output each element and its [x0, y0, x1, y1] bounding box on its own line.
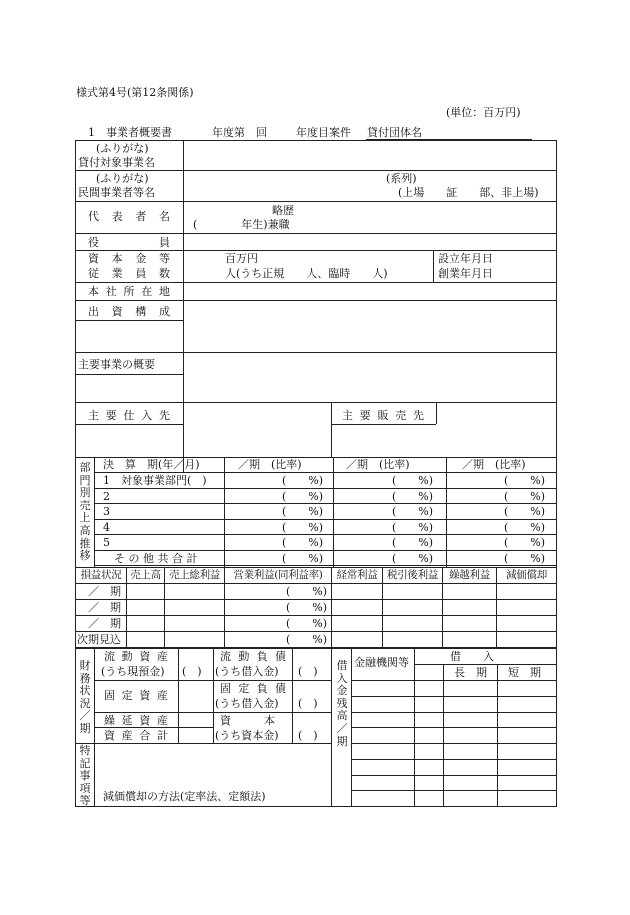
rule: [436, 402, 437, 424]
main-business-label: 主要事業の概要: [78, 358, 155, 371]
pct-placeholder: ( %): [282, 489, 324, 503]
loan-row-line: [351, 727, 557, 728]
private-operator-label: 民間事業者等名: [78, 186, 155, 199]
rule: [75, 170, 557, 171]
col-header-3: ／期 (比率): [462, 458, 526, 471]
profit-header: 繰越利益: [449, 569, 490, 581]
sales-item-label: 2: [103, 489, 110, 503]
loans-side-label: 借 入 金 残 高 ／ 期: [336, 659, 348, 748]
capital-label: 資本金等: [88, 252, 170, 265]
profit-period-label: 次期見込: [77, 633, 121, 646]
rule: [75, 233, 557, 234]
sales-item-label: 1 対象事業部門( ): [103, 474, 207, 487]
target-business-label: 貸付対象事業名: [78, 156, 155, 169]
sales-row-line: [94, 550, 557, 551]
fixed-liab-label: 固定負債: [220, 682, 286, 695]
profit-header: 減価償却: [506, 569, 547, 581]
profit-period-label: ／ 期: [88, 585, 121, 598]
rule: [178, 648, 179, 743]
rule: [446, 457, 447, 567]
rule: [75, 402, 557, 403]
pct-placeholder: ( %): [392, 520, 434, 534]
profit-period-label: ／ 期: [88, 601, 121, 614]
rule: [94, 727, 213, 728]
rule: [331, 402, 332, 457]
founded-date-label: 創業年月日: [438, 267, 493, 280]
pct-placeholder: ( %): [282, 520, 324, 534]
rule: [75, 320, 183, 321]
finance-side-label: 財 務 状 況 ／ 期: [79, 659, 91, 735]
special-side-label: 特 記 事 項 等: [79, 744, 91, 808]
loan-row-line: [351, 759, 557, 760]
rule: [331, 424, 436, 425]
sales-row-line: [94, 503, 557, 504]
sales-item-label: 4: [103, 520, 110, 534]
pct-placeholder: ( %): [282, 536, 324, 549]
current-liab-label: 流動負債: [220, 650, 286, 663]
profit-header: 売上高: [130, 569, 161, 581]
pct-placeholder: ( %): [282, 474, 324, 487]
total-assets-label: 資産合計: [104, 729, 168, 742]
pct-placeholder: ( %): [286, 617, 328, 630]
profit-row-line: [75, 583, 557, 584]
profit-header: 損益状況: [80, 569, 122, 581]
capital-sub-label: (うち資本金): [215, 729, 279, 742]
birth-concurrent-label: ( 年生)兼職: [193, 218, 290, 231]
rule: [224, 457, 225, 567]
profit-row-line: [75, 615, 557, 616]
loan-row-line: [351, 775, 557, 776]
profit-col-line: [556, 567, 557, 647]
sales-row-line: [94, 534, 557, 535]
profit-period-label: ／ 期: [88, 617, 121, 630]
investment-label: 出資構成: [88, 305, 170, 318]
sales-item-label: 3: [103, 505, 110, 518]
profit-row-line: [75, 567, 557, 568]
rule: [75, 282, 557, 283]
borrow-paren-1: ( ): [298, 665, 318, 678]
head-office-label: 本社所在地: [88, 285, 170, 298]
sales-side-label: 部 門 別 売 上 高 推 移: [79, 461, 91, 563]
rule: [75, 201, 557, 202]
fiscal-year-case: 年度目案件: [296, 126, 351, 139]
rule: [75, 648, 557, 649]
capital-unit: 百万円: [225, 252, 258, 265]
document-title: 1 事業者概要書: [88, 126, 172, 139]
sales-total-label: そ の 他 共 合 計: [114, 551, 198, 565]
keiretsu-label: (系列): [386, 172, 417, 185]
label-col-divider: [183, 140, 184, 472]
rule: [213, 680, 331, 681]
frame-left: [75, 140, 76, 807]
profit-row-line: [75, 599, 557, 600]
loan-row-line: [351, 790, 557, 791]
furigana-1: (ふりがな): [96, 142, 149, 155]
fixed-assets-label: 固定資産: [104, 689, 168, 702]
pct-placeholder: ( %): [504, 505, 546, 518]
deferred-assets-label: 繰延資産: [104, 714, 168, 727]
rule: [75, 250, 557, 251]
loan-row-line: [351, 680, 557, 681]
deposits-label: (うち現預金): [101, 665, 165, 678]
profit-row-line: [75, 631, 557, 632]
fiscal-year-round: 年度第 回: [212, 126, 267, 139]
rule: [213, 648, 214, 743]
capital-fin-label: 資 本: [220, 714, 275, 727]
profit-header: 経常利益: [336, 569, 378, 581]
pct-placeholder: ( %): [286, 601, 328, 614]
officers-label: 役 員: [88, 236, 170, 249]
pct-placeholder: ( %): [282, 505, 324, 518]
bank-label: 金融機関等: [354, 656, 409, 669]
rule: [75, 743, 331, 744]
rule: [75, 424, 183, 425]
sales-row-line: [94, 565, 557, 566]
rule: [331, 648, 332, 806]
pct-placeholder: ( %): [504, 489, 546, 503]
depreciation-method: 減価償却の方法(定率法、定額法): [103, 790, 266, 803]
customers-label: 主要販売先: [342, 409, 424, 422]
frame-top: [75, 140, 557, 141]
period-header: 決 算 期(年／月): [103, 458, 200, 471]
sales-row-line: [94, 472, 557, 473]
rule: [75, 300, 557, 301]
frame-bottom: [75, 806, 557, 807]
representative-label: 代表者名: [88, 210, 170, 223]
rule: [94, 457, 95, 567]
current-assets-label: 流動資産: [104, 650, 168, 663]
sales-row-line: [94, 519, 557, 520]
pct-placeholder: ( %): [392, 551, 434, 565]
profit-header: 売上総利益: [169, 569, 220, 581]
rule: [333, 457, 334, 567]
col-header-1: ／期 (比率): [238, 458, 302, 471]
employees-detail: 人(うち正規 人、臨時 人): [225, 267, 388, 280]
pct-placeholder: ( %): [504, 474, 546, 487]
frame-right: [556, 140, 557, 807]
rule: [414, 664, 556, 665]
borrow-paren-2: ( ): [298, 697, 318, 710]
employees-label: 従業員数: [88, 267, 170, 280]
pct-placeholder: ( %): [286, 633, 328, 646]
furigana-2: (ふりがな): [96, 172, 149, 185]
unit-label: (単位：百万円): [446, 106, 521, 119]
deposits-paren: ( ): [182, 665, 202, 678]
col-header-2: ／期 (比率): [346, 458, 410, 471]
borrow-head: 借 入: [450, 650, 494, 663]
career-label: 略歴: [272, 204, 294, 217]
loan-row-line: [351, 712, 557, 713]
rule: [433, 250, 434, 282]
borrow-label-1: (うち借入金): [215, 665, 279, 678]
pct-placeholder: ( %): [392, 505, 434, 518]
rule: [292, 648, 293, 743]
rule: [443, 664, 444, 806]
short-term-label: 短 期: [508, 666, 541, 679]
pct-placeholder: ( %): [504, 536, 546, 549]
profit-header: 営業利益(同利益率): [233, 569, 323, 581]
sales-item-label: 5: [103, 536, 110, 549]
form-number: 様式第4号(第12条関係): [76, 86, 194, 99]
long-term-label: 長 期: [454, 666, 487, 679]
loan-row-line: [351, 743, 557, 744]
rule: [75, 352, 557, 353]
loan-row-line: [351, 696, 557, 697]
pct-placeholder: ( %): [286, 585, 328, 598]
sales-row-line: [94, 488, 557, 489]
pct-placeholder: ( %): [504, 551, 546, 565]
rule: [94, 712, 331, 713]
suppliers-label: 主要仕入先: [88, 409, 170, 422]
rule: [94, 680, 213, 681]
rule: [75, 374, 183, 375]
pct-placeholder: ( %): [282, 551, 324, 565]
borrow-label-2: (うち借入金): [215, 697, 279, 710]
listing-label: (上場 証 部、非上場): [398, 186, 539, 199]
pct-placeholder: ( %): [392, 474, 434, 487]
established-date-label: 設立年月日: [438, 252, 493, 265]
pct-placeholder: ( %): [392, 489, 434, 503]
rule: [497, 664, 498, 806]
pct-placeholder: ( %): [392, 536, 434, 549]
lender-label: 貸付団体名: [367, 126, 422, 139]
profit-header: 税引後利益: [387, 569, 438, 581]
capital-paren: ( ): [298, 729, 318, 742]
pct-placeholder: ( %): [504, 520, 546, 534]
